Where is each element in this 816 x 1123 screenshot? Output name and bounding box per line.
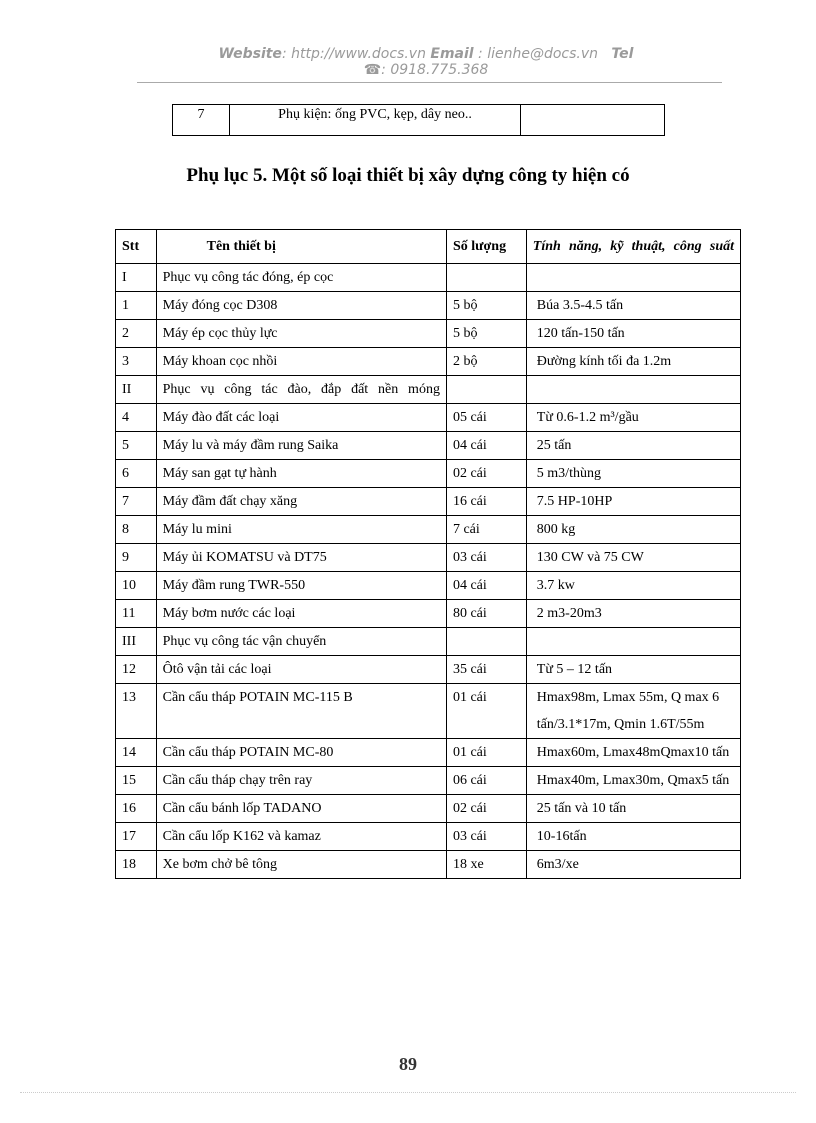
- row-quantity: 35 cái: [446, 656, 526, 684]
- row-quantity: [446, 264, 526, 292]
- row-name: Máy lu mini: [156, 516, 446, 544]
- row-specs: Hmax40m, Lmax30m, Qmax5 tấn: [526, 767, 740, 795]
- header-specs: Tính năng, kỹ thuật, công suất: [526, 230, 740, 264]
- row-stt: 5: [116, 432, 157, 460]
- table-row: [116, 739, 741, 767]
- table-row: [116, 320, 741, 348]
- footer-divider: [20, 1092, 796, 1093]
- row-quantity: 02 cái: [446, 460, 526, 488]
- row-stt: 4: [116, 404, 157, 432]
- row-stt: II: [116, 376, 157, 404]
- row-name: Ôtô vận tải các loại: [156, 656, 446, 684]
- row-name: Phục vụ công tác vận chuyển: [156, 628, 446, 656]
- table-row: [116, 404, 741, 432]
- row-specs: 7.5 HP-10HP: [526, 488, 740, 516]
- row-quantity: [446, 628, 526, 656]
- table-row: [116, 572, 741, 600]
- prev-name: Phụ kiện: ống PVC, kẹp, dây neo..: [230, 105, 521, 136]
- table-row: [116, 460, 741, 488]
- row-specs: 2 m3-20m3: [526, 600, 740, 628]
- email-label: Email: [430, 46, 474, 62]
- header-name: Tên thiết bị: [156, 230, 446, 264]
- row-specs: 5 m3/thùng: [526, 460, 740, 488]
- phone-number: : 0918.775.368: [381, 62, 489, 78]
- row-stt: 9: [116, 544, 157, 572]
- row-stt: 15: [116, 767, 157, 795]
- row-specs: [526, 264, 740, 292]
- row-stt: III: [116, 628, 157, 656]
- row-specs: 25 tấn: [526, 432, 740, 460]
- row-quantity: 04 cái: [446, 572, 526, 600]
- table-row: [116, 628, 741, 656]
- row-name: Cần cẩu lốp K162 và kamaz: [156, 823, 446, 851]
- table-row: [116, 823, 741, 851]
- row-specs: 3.7 kw: [526, 572, 740, 600]
- row-quantity: 04 cái: [446, 432, 526, 460]
- website-url[interactable]: : http://www.docs.vn: [281, 46, 431, 62]
- row-specs: 6m3/xe: [526, 851, 740, 879]
- row-stt: 7: [116, 488, 157, 516]
- row-quantity: 2 bộ: [446, 348, 526, 376]
- row-stt: 17: [116, 823, 157, 851]
- row-name: Cần cẩu bánh lốp TADANO: [156, 795, 446, 823]
- header-quantity: Số lượng: [446, 230, 526, 264]
- row-specs: [526, 376, 740, 404]
- row-stt: 14: [116, 739, 157, 767]
- row-name: Phục vụ công tác đào, đắp đất nền móng: [156, 376, 446, 404]
- row-stt: 18: [116, 851, 157, 879]
- row-quantity: 03 cái: [446, 823, 526, 851]
- table-row: [116, 376, 741, 404]
- tel-label: Tel: [611, 46, 634, 62]
- row-specs: Hmax98m, Lmax 55m, Q max 6 tấn/3.1*17m, Qmin 1.6T/55m: [526, 684, 740, 739]
- row-quantity: 03 cái: [446, 544, 526, 572]
- page-header: [130, 46, 722, 78]
- row-name: Máy bơm nước các loại: [156, 600, 446, 628]
- row-specs: 25 tấn và 10 tấn: [526, 795, 740, 823]
- table-body: [116, 264, 741, 879]
- row-name: Cần cẩu tháp chạy trên ray: [156, 767, 446, 795]
- row-name: Phục vụ công tác đóng, ép cọc: [156, 264, 446, 292]
- row-specs: Từ 0.6-1.2 m³/gầu: [526, 404, 740, 432]
- page-title: Phụ lục 5. Một số loại thiết bị xây dựng công ty hiện có: [186, 165, 630, 186]
- row-quantity: 16 cái: [446, 488, 526, 516]
- row-stt: 3: [116, 348, 157, 376]
- table-row: [116, 795, 741, 823]
- row-name: Máy đầm rung TWR-550: [156, 572, 446, 600]
- row-quantity: 01 cái: [446, 684, 526, 739]
- table-row: [116, 544, 741, 572]
- row-name: Máy đào đất các loại: [156, 404, 446, 432]
- row-name: Máy lu và máy đầm rung Saika: [156, 432, 446, 460]
- header-stt: Stt: [116, 230, 157, 264]
- row-stt: 12: [116, 656, 157, 684]
- email-value[interactable]: : lienhe@docs.vn: [473, 46, 599, 62]
- website-label: Website: [218, 46, 282, 62]
- row-name: Máy ủi KOMATSU và DT75: [156, 544, 446, 572]
- row-quantity: 18 xe: [446, 851, 526, 879]
- row-stt: 11: [116, 600, 157, 628]
- table-row: [116, 851, 741, 879]
- row-stt: 10: [116, 572, 157, 600]
- table-row: [116, 432, 741, 460]
- row-stt: 16: [116, 795, 157, 823]
- table-row: [116, 600, 741, 628]
- row-quantity: 01 cái: [446, 739, 526, 767]
- row-quantity: 7 cái: [446, 516, 526, 544]
- table-row: [116, 348, 741, 376]
- table-row: [116, 656, 741, 684]
- row-quantity: 05 cái: [446, 404, 526, 432]
- table-header-row: [116, 230, 741, 264]
- row-name: Máy đầm đất chạy xăng: [156, 488, 446, 516]
- table-row: [116, 516, 741, 544]
- row-quantity: 06 cái: [446, 767, 526, 795]
- row-name: Máy san gạt tự hành: [156, 460, 446, 488]
- table-row: [173, 105, 665, 136]
- row-name: Cần cẩu tháp POTAIN MC-80: [156, 739, 446, 767]
- row-name: Máy ép cọc thủy lực: [156, 320, 446, 348]
- row-name: Cần cẩu tháp POTAIN MC-115 B: [156, 684, 446, 739]
- row-quantity: 5 bộ: [446, 292, 526, 320]
- row-specs: Đường kính tối đa 1.2m: [526, 348, 740, 376]
- row-specs: Từ 5 – 12 tấn: [526, 656, 740, 684]
- row-name: Máy đóng cọc D308: [156, 292, 446, 320]
- table-row: [116, 488, 741, 516]
- row-specs: 800 kg: [526, 516, 740, 544]
- row-stt: I: [116, 264, 157, 292]
- row-specs: 130 CW và 75 CW: [526, 544, 740, 572]
- row-name: Xe bơm chở bê tông: [156, 851, 446, 879]
- row-specs: 10-16tấn: [526, 823, 740, 851]
- row-name: Máy khoan cọc nhồi: [156, 348, 446, 376]
- row-stt: 1: [116, 292, 157, 320]
- equipment-table: [115, 229, 741, 879]
- header-line-2: [130, 62, 722, 78]
- row-specs: [526, 628, 740, 656]
- row-specs: Hmax60m, Lmax48mQmax10 tấn: [526, 739, 740, 767]
- row-quantity: 5 bộ: [446, 320, 526, 348]
- table-row: [116, 767, 741, 795]
- previous-table-fragment: [172, 104, 665, 136]
- row-stt: 2: [116, 320, 157, 348]
- table-row: [116, 292, 741, 320]
- prev-no: 7: [173, 105, 230, 136]
- row-stt: 6: [116, 460, 157, 488]
- phone-icon: ☎: [363, 62, 382, 78]
- header-divider: [137, 82, 722, 83]
- header-line-1: [130, 46, 722, 62]
- prev-extra: [521, 105, 665, 136]
- table-row: [116, 264, 741, 292]
- row-specs: Búa 3.5-4.5 tấn: [526, 292, 740, 320]
- row-stt: 13: [116, 684, 157, 739]
- row-stt: 8: [116, 516, 157, 544]
- row-specs: 120 tấn-150 tấn: [526, 320, 740, 348]
- row-quantity: [446, 376, 526, 404]
- row-quantity: 02 cái: [446, 795, 526, 823]
- page-number: 89: [399, 1054, 417, 1074]
- table-row: [116, 684, 741, 739]
- row-quantity: 80 cái: [446, 600, 526, 628]
